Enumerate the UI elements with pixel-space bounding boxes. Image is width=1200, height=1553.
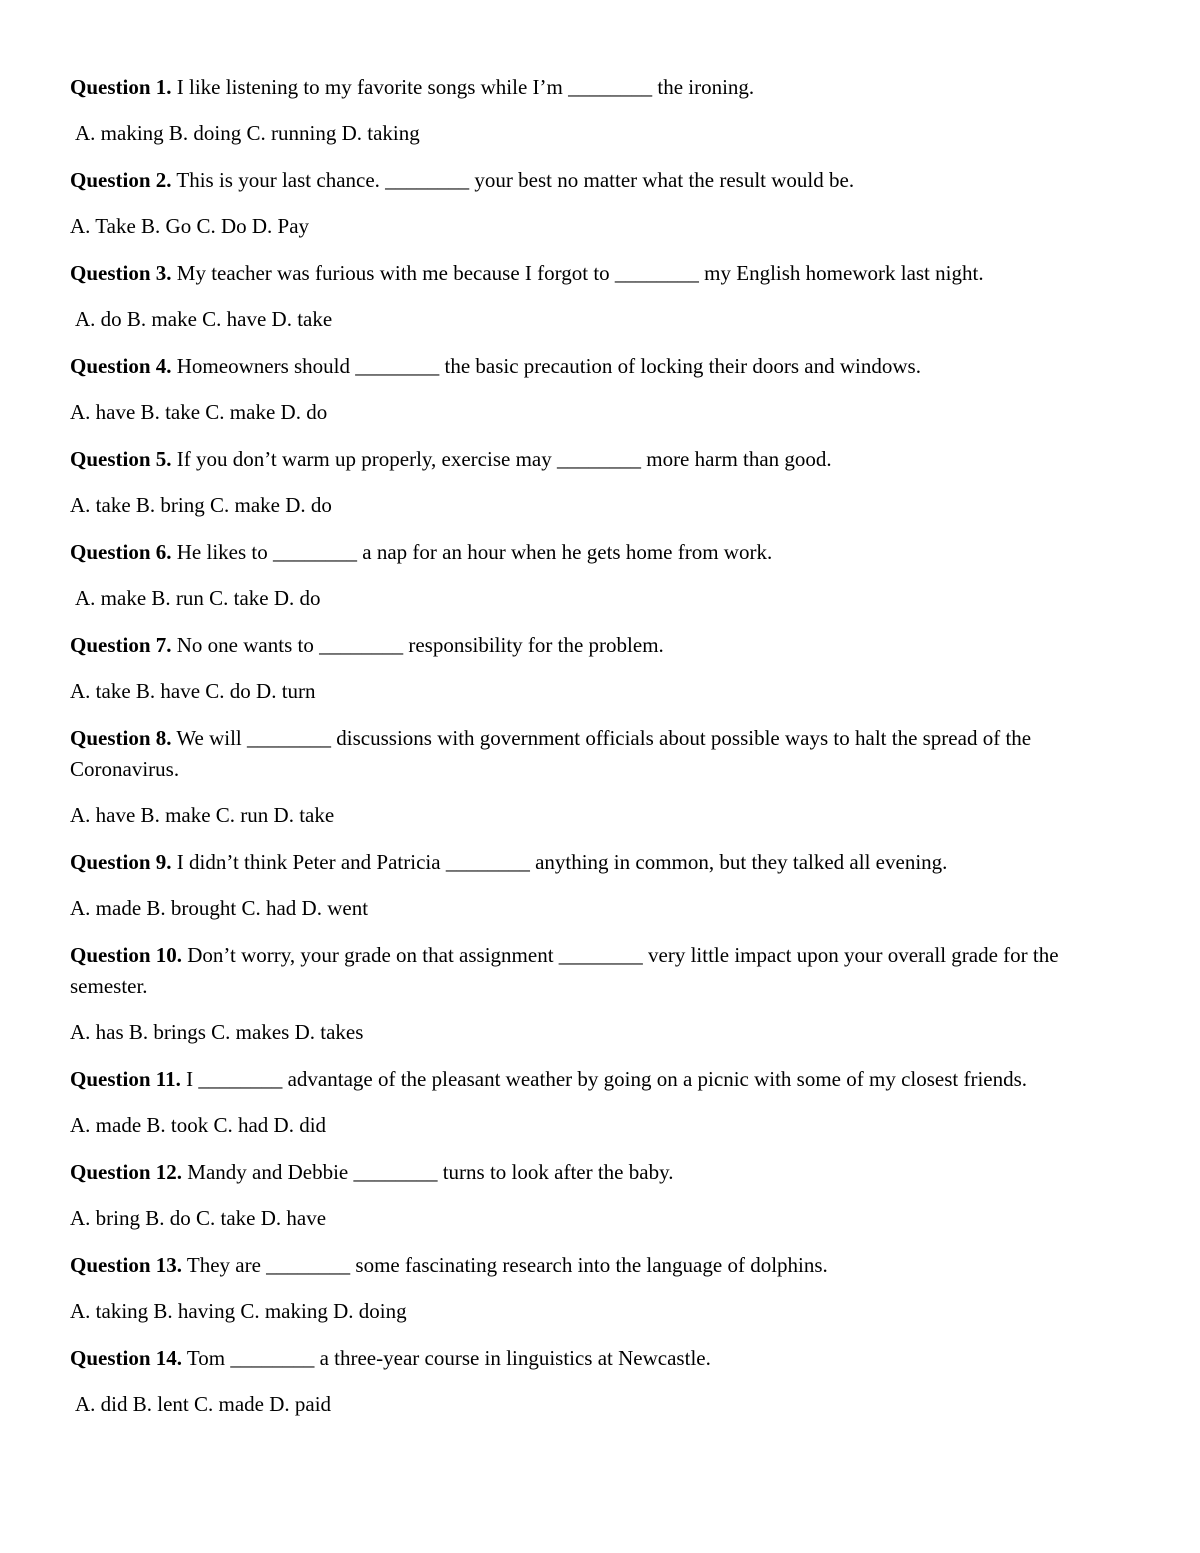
question-label: Question 7. — [70, 633, 172, 657]
answer-options: A. making B. doing C. running D. taking — [75, 121, 420, 145]
question-text — [70, 165, 1120, 196]
question-stem: Mandy and Debbie ________ turns to look after the baby. — [187, 1160, 674, 1184]
question-6 — [70, 537, 1120, 614]
question-text — [70, 72, 1120, 103]
question-text — [70, 723, 1120, 785]
answer-options: A. taking B. having C. making D. doing — [70, 1299, 407, 1323]
question-text — [70, 258, 1120, 289]
question-3 — [70, 258, 1120, 335]
question-1 — [70, 72, 1120, 149]
question-stem: Homeowners should ________ the basic precaution of locking their doors and windows. — [176, 354, 921, 378]
question-stem: I like listening to my favorite songs while I’m ________ the ironing. — [176, 75, 755, 99]
question-9 — [70, 847, 1120, 924]
question-text — [70, 351, 1120, 382]
question-label: Question 14. — [70, 1346, 183, 1370]
question-label: Question 9. — [70, 850, 172, 874]
answer-options: A. bring B. do C. take D. have — [70, 1206, 327, 1230]
question-label: Question 6. — [70, 540, 172, 564]
question-label: Question 4. — [70, 354, 172, 378]
answer-options: A. take B. bring C. make D. do — [70, 493, 332, 517]
worksheet-page — [70, 72, 1120, 1436]
answer-options: A. have B. make C. run D. take — [70, 803, 335, 827]
question-label: Question 5. — [70, 447, 172, 471]
question-label: Question 11. — [70, 1067, 181, 1091]
question-stem: Don’t worry, your grade on that assignment ________ very little impact upon your overall grade for the semester. — [70, 943, 1059, 998]
question-label: Question 1. — [70, 75, 172, 99]
question-8 — [70, 723, 1120, 831]
question-label: Question 8. — [70, 726, 172, 750]
answer-options: A. do B. make C. have D. take — [75, 307, 333, 331]
question-text — [70, 630, 1120, 661]
question-stem: He likes to ________ a nap for an hour when he gets home from work. — [176, 540, 773, 564]
question-7 — [70, 630, 1120, 707]
question-stem: I didn’t think Peter and Patricia ________ anything in common, but they talked all evening. — [176, 850, 948, 874]
question-label: Question 12. — [70, 1160, 183, 1184]
question-5 — [70, 444, 1120, 521]
question-stem: I ________ advantage of the pleasant weather by going on a picnic with some of my closest friends. — [186, 1067, 1028, 1091]
question-text — [70, 537, 1120, 568]
question-stem: We will ________ discussions with government officials about possible ways to halt the spread of the Coronavirus. — [70, 726, 1032, 781]
question-text — [70, 847, 1120, 878]
question-label: Question 3. — [70, 261, 172, 285]
answer-options: A. made B. took C. had D. did — [70, 1113, 327, 1137]
question-4 — [70, 351, 1120, 428]
question-stem: My teacher was furious with me because I forgot to ________ my English homework last night. — [176, 261, 984, 285]
answer-options: A. made B. brought C. had D. went — [70, 896, 369, 920]
question-10 — [70, 940, 1120, 1048]
question-stem: They are ________ some fascinating research into the language of dolphins. — [186, 1253, 828, 1277]
question-13 — [70, 1250, 1120, 1327]
question-stem: Tom ________ a three-year course in linguistics at Newcastle. — [186, 1346, 711, 1370]
question-stem: This is your last chance. ________ your best no matter what the result would be. — [176, 168, 855, 192]
question-2 — [70, 165, 1120, 242]
question-text — [70, 1250, 1120, 1281]
answer-options: A. did B. lent C. made D. paid — [75, 1392, 332, 1416]
question-12 — [70, 1157, 1120, 1234]
answer-options: A. has B. brings C. makes D. takes — [70, 1020, 364, 1044]
question-text — [70, 444, 1120, 475]
answer-options: A. take B. have C. do D. turn — [70, 679, 316, 703]
question-11 — [70, 1064, 1120, 1141]
question-label: Question 2. — [70, 168, 172, 192]
question-stem: If you don’t warm up properly, exercise may ________ more harm than good. — [176, 447, 832, 471]
question-label: Question 10. — [70, 943, 183, 967]
question-text — [70, 1064, 1120, 1095]
question-text — [70, 1343, 1120, 1374]
answer-options: A. have B. take C. make D. do — [70, 400, 328, 424]
answer-options: A. Take B. Go C. Do D. Pay — [70, 214, 310, 238]
question-stem: No one wants to ________ responsibility for the problem. — [176, 633, 664, 657]
question-14 — [70, 1343, 1120, 1420]
question-label: Question 13. — [70, 1253, 183, 1277]
question-text — [70, 940, 1120, 1002]
question-text — [70, 1157, 1120, 1188]
answer-options: A. make B. run C. take D. do — [75, 586, 321, 610]
